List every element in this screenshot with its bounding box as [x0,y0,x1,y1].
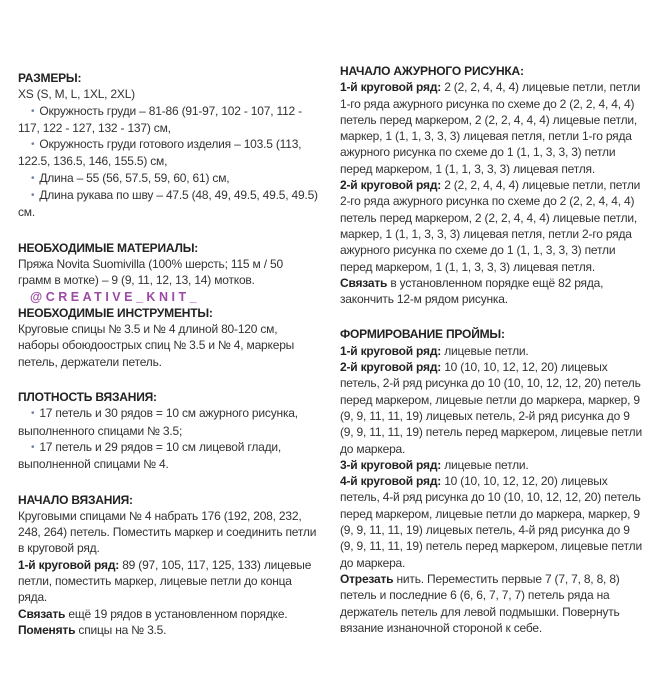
paragraph-text: 89 (97, 105, 117, 125, 133) лицевые петли, поместить маркер, лицевые петли до конца ряда. [18,557,312,605]
section-heading: НЕОБХОДИМЫЕ ИНСТРУМЕНТЫ: [18,305,213,320]
bullet-item [18,136,318,170]
bullet-text: 17 петель и 30 рядов = 10 см ажурного рисунка, выполненного спицами № 3.5; [18,406,298,438]
paragraph-text: 2 (2, 2, 4, 4, 4) лицевые петли, петли 1-го ряда ажурного рисунка по схеме до 2 (2, 2, 4, 4, 4) петель перед маркером, 2 (2, 2, 4, 4, 4) лицевые петли, маркер, 1 (1, 1, 3, 3, 3) лицевая петля, петли 1-го ряда ажурного рисунка по схеме до 1 (1, 1, 3, 3, 3) петли перед маркером, 1 (1, 1, 3, 3, 3) лицевая петля. [340,80,641,176]
paragraph-lead: 4-й круговой ряд: [340,474,442,489]
bullet-text: Окружность груди – 81-86 (91-97, 102 - 107, 112 - 117, 122 - 127, 132 - 137) см, [18,103,302,135]
bullet-icon: • [31,190,35,202]
paragraph-text: 10 (10, 10, 12, 12, 20) лицевых петель, 4-й ряд рисунка до 10 (10, 10, 12, 12, 20) петель перед маркером, лицевые петли до маркера, маркер, 9 (9, 9, 11, 11, 19) лицевых петель, 4-й ряд рисунка до 9 (9, 9, 11, 11, 19) петель перед маркером, лицевые петли до маркера. [340,474,642,570]
bullet-item [18,103,318,137]
paragraph-lead: Связать [340,275,388,290]
bullet-text: Окружность груди готового изделия – 103.5 (113, 122.5, 136.5, 146, 155.5) см, [18,137,302,169]
paragraph [18,606,318,622]
paragraph [340,343,642,359]
paragraph: Пряжа Novita Suomivilla (100% шерсть; 115 м / 50 грамм в мотке) – 9 (9, 11, 12, 13, 14) мотков. [18,256,283,288]
section-heading: ФОРМИРОВАНИЕ ПРОЙМЫ: [340,327,505,342]
paragraph-text: в установленном порядке ещё 82 ряда, закончить 12-м рядом рисунка. [340,275,604,307]
section-heading: РАЗМЕРЫ: [18,71,82,85]
paragraph-text: лицевые петли. [441,343,529,358]
paragraph-lead: 2-й круговой ряд: [340,360,442,375]
paragraph [340,359,642,457]
paragraph: XS (S, M, L, 1XL, 2XL) [18,87,135,102]
bullet-item [18,439,318,473]
bullet-icon: • [31,139,35,151]
section-heading: ПЛОТНОСТЬ ВЯЗАНИЯ: [18,390,157,405]
paragraph [340,177,642,275]
bullet-item [18,187,318,221]
bullet-text: Длина – 55 (56, 57.5, 59, 60, 61) см, [39,170,230,185]
bullet-item [18,170,318,187]
paragraph [18,557,318,606]
paragraph-lead: Связать [18,606,66,621]
bullet-icon: • [31,408,35,420]
paragraph-text: ещё 19 рядов в установленном порядке. [65,606,288,621]
section-heading: НАЧАЛО ВЯЗАНИЯ: [18,492,133,507]
paragraph: Круговые спицы № 3.5 и № 4 длиной 80-120 см, наборы обоюдоострых спиц № 3.5 и № 4, маркеры петель, держатели петель. [18,322,295,369]
paragraph-lead: 3-й круговой ряд: [340,457,442,472]
bullet-text: Длина рукава по шву – 47.5 (48, 49, 49.5, 49.5, 49.5) см. [18,188,318,220]
paragraph-text: нить. Переместить первые 7 (7, 7, 8, 8, 8) петель и последние 6 (6, 6, 7, 7, 7) петель ряда на держатель петель для левой подмышки. Повернуть вязание изнаночной стороной к себе. [340,571,620,635]
paragraph [340,571,642,636]
paragraph-text: 2 (2, 2, 4, 4, 4) лицевые петли, петли 2-го ряда ажурного рисунка по схеме до 2 (2, 2, 4, 4, 4) петель перед маркером, 2 (2, 2, 4, 4, 4) лицевые петли, маркер, 1 (1, 1, 3, 3, 3) лицевая петля, петли 2-го ряда ажурного рисунка по схеме до 1 (1, 1, 3, 3, 3) петли перед маркером, 1 (1, 1, 3, 3, 3) лицевая петля. [340,178,641,274]
section-heading: НАЧАЛО АЖУРНОГО РИСУНКА: [340,64,524,78]
paragraph-text: 10 (10, 10, 12, 12, 20) лицевых петель, 2-й ряд рисунка до 10 (10, 10, 12, 12, 20) петель перед маркером, лицевые петли до маркера, маркер, 9 (9, 9, 11, 11, 19) лицевых петель, 2-й ряд рисунка до 9 (9, 9, 11, 11, 19) петель перед маркером, лицевые петли до маркера. [340,360,642,456]
paragraph-lead: 1-й круговой ряд: [18,557,120,572]
paragraph [340,457,642,473]
bullet-item [18,405,318,439]
paragraph-lead: Отрезать [340,571,394,586]
bullet-text: 17 петель и 29 рядов = 10 см лицевой глади, выполненной спицами № 4. [18,439,282,472]
bullet-icon: • [31,105,35,117]
section-heading: НЕОБХОДИМЫЕ МАТЕРИАЛЫ: [18,240,199,255]
paragraph-lead: 1-й круговой ряд: [340,80,442,95]
paragraph [340,79,642,177]
paragraph-lead: Поменять [18,622,76,637]
paragraph [18,622,318,638]
instagram-handle: @CREATIVE_KNIT_ [30,289,201,304]
left-column [18,70,318,638]
paragraph [340,473,642,571]
paragraph-text: лицевые петли. [441,457,529,472]
bullet-icon: • [31,172,35,184]
paragraph-lead: 2-й круговой ряд: [340,178,442,193]
right-column [340,63,642,638]
paragraph [340,275,642,308]
bullet-icon: • [31,441,35,453]
paragraph-lead: 1-й круговой ряд: [340,343,442,358]
paragraph-text: спицы на № 3.5. [75,622,167,637]
paragraph: Круговыми спицами № 4 набрать 176 (192, 208, 232, 248, 264) петель. Поместить маркер и соединить петли в круговой ряд. [18,508,317,556]
